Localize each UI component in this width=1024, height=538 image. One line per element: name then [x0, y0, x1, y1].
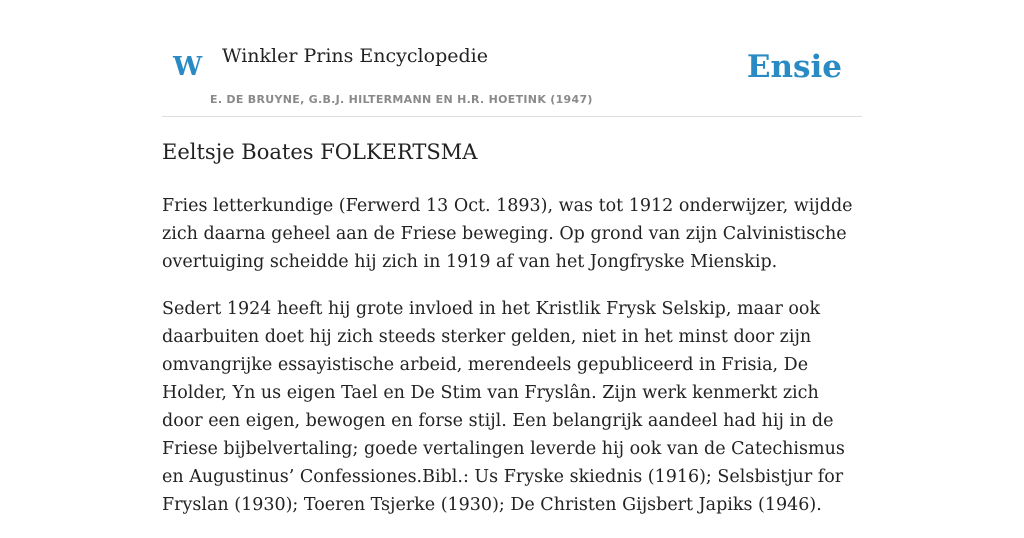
article-title: Eeltsje Boates FOLKERTSMA	[162, 140, 478, 164]
winkler-prins-logo-icon[interactable]: W	[173, 52, 203, 82]
site-title[interactable]: Winkler Prins Encyclopedie	[222, 45, 488, 67]
article-body	[162, 192, 862, 538]
authors-line: E. DE BRUYNE, G.B.J. HILTERMANN EN H.R. HOETINK (1947)	[210, 93, 593, 106]
article-paragraph: Fries letterkundige (Ferwerd 13 Oct. 1893), was tot 1912 onderwijzer, wijdde zich daarna geheel aan de Friese beweging. Op grond van zijn Calvinistische overtuiging scheidde hij zich in 1919 af van het Jongfryske Mienskip.	[162, 196, 853, 272]
article-paragraph: Sedert 1924 heeft hij grote invloed in het Kristlik Frysk Selskip, maar ook daarbuiten doet hij zich steeds sterker gelden, niet in het minst door zijn omvangrijke essayistische arbeid, merendeels gepubliceerd in Frisia, De Holder, Yn us eigen Tael en De Stim van Fryslân. Zijn werk kenmerkt zich door een eigen, bewogen en forse stijl. Een belangrijk aandeel had hij in de Friese bijbelvertaling; goede vertalingen leverde hij ook van de Catechismus en Augustinus’ Confessiones.Bibl.: Us Fryske skiednis (1916); Selsbistjur for Fryslan (1930); Toeren Tsjerke (1930); De Christen Gijsbert Japiks (1946).	[162, 299, 845, 515]
ensie-logo[interactable]: Ensie	[746, 49, 842, 85]
page	[162, 0, 862, 515]
site-header	[162, 0, 862, 117]
